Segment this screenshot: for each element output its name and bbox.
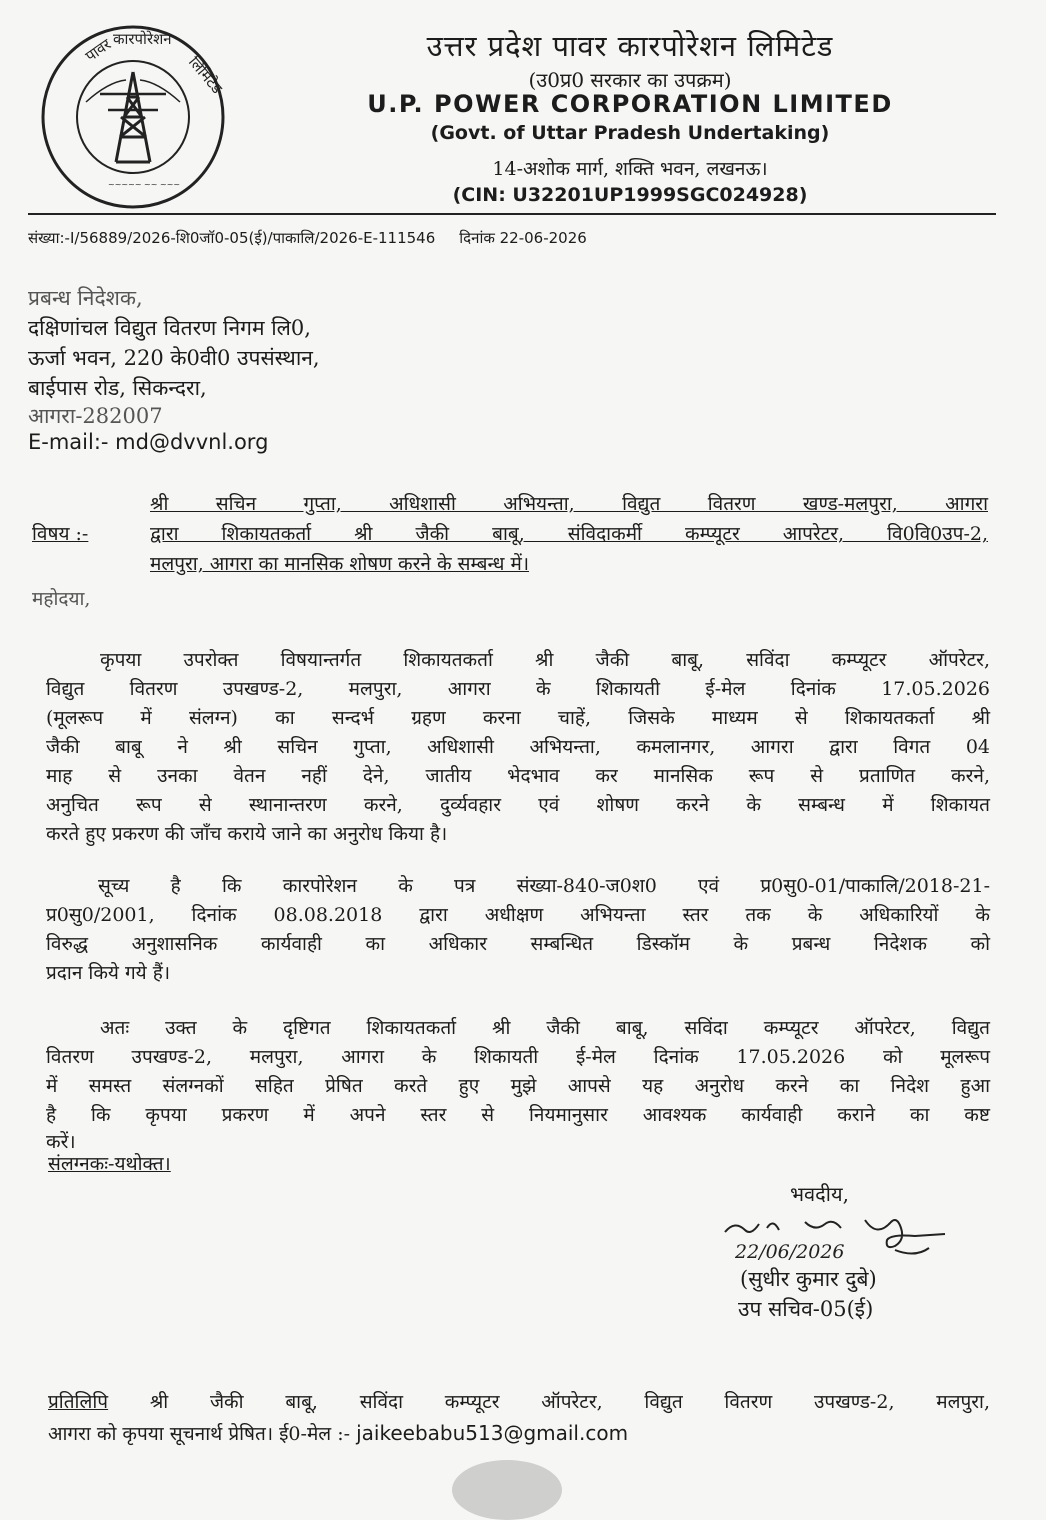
signatory-designation: उप सचिव-05(ई) bbox=[738, 1297, 874, 1321]
paragraph-1-line: अनुचित रूप से स्थानान्तरण करने, दुर्व्यवहार एवं शोषण करने के सम्बन्ध में शिकायत bbox=[46, 794, 990, 816]
header-divider bbox=[28, 213, 996, 215]
signatory-name: (सुधीर कुमार दुबे) bbox=[740, 1267, 877, 1291]
svg-text:लिमिटेड: लिमिटेड bbox=[184, 53, 227, 98]
paragraph-2-line: विरुद्ध अनुशासनिक कार्यवाही का अधिकार सम्बन्धित डिस्कॉम के प्रबन्ध निदेशक को bbox=[46, 933, 990, 955]
copy-to-text: आगरा को कृपया सूचनार्थ प्रेषित। ई0-मेल :- bbox=[48, 1423, 351, 1445]
paragraph-3-line: है कि कृपया प्रकरण में अपने स्तर से नियमानुसार आवश्यक कार्यवाही कराने का कष्ट bbox=[46, 1104, 990, 1126]
paragraph-3-line: करें। bbox=[46, 1131, 76, 1153]
addressee-line: आगरा-282007 bbox=[28, 404, 163, 428]
paragraph-2-line: प्र0सु0/2001, दिनांक 08.08.2018 द्वारा अधीक्षण अभियन्ता स्तर तक के अधिकारियों के bbox=[46, 904, 990, 926]
paragraph-1-line: विद्युत वितरण उपखण्ड-2, मलपुरा, आगरा के शिकायती ई-मेल दिनांक 17.05.2026 bbox=[46, 678, 990, 700]
paragraph-2-line: प्रदान किये गये हैं। bbox=[46, 962, 171, 984]
enclosure-note: संलग्नकः-यथोक्त। bbox=[48, 1153, 171, 1175]
reference-line bbox=[28, 228, 587, 248]
salutation: महोदया, bbox=[32, 588, 91, 610]
paragraph-1-line: करते हुए प्रकरण की जाँच कराये जाने का अनुरोध किया है। bbox=[46, 823, 448, 845]
addressee-line: प्रबन्ध निदेशक, bbox=[28, 286, 143, 310]
reference-number: संख्या:-I/56889/2026-शि0जॉ0-05(ई)/पाकालि/2026-E-111546 bbox=[28, 229, 436, 247]
closing-text: भवदीय, bbox=[790, 1182, 849, 1206]
addressee-email: E-mail:- md@dvvnl.org bbox=[28, 430, 269, 454]
copy-to-label: प्रतिलिपि bbox=[48, 1391, 109, 1413]
paragraph-3-line: में समस्त संलग्नकों सहित प्रेषित करते हुए मुझे आपसे यह अनुरोध करने का निदेश हुआ bbox=[46, 1075, 990, 1097]
paragraph-1-line: कृपया उपरोक्त विषयान्तर्गत शिकायतकर्ता श्री जैकी बाबू, सविंदा कम्प्यूटर ऑपरेटर, bbox=[100, 649, 990, 671]
addressee-line: ऊर्जा भवन, 220 के0वी0 उपसंस्थान, bbox=[28, 346, 320, 370]
copy-to-line-2 bbox=[48, 1420, 628, 1446]
svg-text:~~~~~ ~~ ~~~: ~~~~~ ~~ ~~~ bbox=[108, 180, 181, 189]
paragraph-1-line: माह से उनका वेतन नहीं देने, जातीय भेदभाव कर मानसिक रूप से प्रताणित करने, bbox=[46, 765, 990, 787]
copy-to-recipient: श्री जैकी बाबू, सविंदा कम्प्यूटर ऑपरेटर, विद्युत वितरण उपखण्ड-2, मलपुरा, bbox=[149, 1391, 990, 1413]
paragraph-3-line: अतः उक्त के दृष्टिगत शिकायतकर्ता श्री जैकी बाबू, सविंदा कम्प्यूटर ऑपरेटर, विद्युत bbox=[100, 1017, 990, 1039]
cin-number: (CIN: U32201UP1999SGC024928) bbox=[452, 184, 808, 206]
org-name-english: U.P. POWER CORPORATION LIMITED bbox=[367, 90, 893, 118]
corporation-logo bbox=[28, 22, 238, 212]
subject-line: श्री सचिन गुप्ता, अधिशासी अभियन्ता, विद्युत वितरण खण्ड-मलपुरा, आगरा bbox=[150, 493, 988, 515]
subject-line: द्वारा शिकायतकर्ता श्री जैकी बाबू, संविदाकर्मी कम्प्यूटर आपरेटर, वि0वि0उप-2, bbox=[150, 523, 988, 545]
undertaking-hindi: (उ0प्र0 सरकार का उपक्रम) bbox=[528, 68, 732, 92]
org-address: 14-अशोक मार्ग, शक्ति भवन, लखनऊ। bbox=[492, 158, 768, 180]
copy-to-email: jaikeebabu513@gmail.com bbox=[356, 1421, 629, 1445]
paragraph-2-line: सूच्य है कि कारपोरेशन के पत्र संख्या-840-ज0श0 एवं प्र0सु0-01/पाकालि/2018-21- bbox=[98, 875, 990, 897]
subject-label: विषय :- bbox=[32, 523, 89, 545]
svg-text:कारपोरेशन: कारपोरेशन bbox=[113, 30, 172, 48]
subject-line: मलपुरा, आगरा का मानसिक शोषण करने के सम्बन्ध में। bbox=[150, 553, 530, 575]
addressee-line: बाईपास रोड, सिकन्दरा, bbox=[28, 376, 207, 400]
undertaking-english: (Govt. of Uttar Pradesh Undertaking) bbox=[430, 122, 830, 144]
paragraph-3-line: वितरण उपखण्ड-2, मलपुरा, आगरा के शिकायती ई-मेल दिनांक 17.05.2026 को मूलरूप bbox=[46, 1046, 990, 1068]
handwritten-signature bbox=[715, 1210, 955, 1270]
org-name-hindi: उत्तर प्रदेश पावर कारपोरेशन लिमिटेड bbox=[426, 29, 834, 63]
paragraph-1-line: जैकी बाबू ने श्री सचिन गुप्ता, अधिशासी अभियन्ता, कमलानगर, आगरा द्वारा विगत 04 bbox=[46, 736, 990, 758]
svg-text:पावर: पावर bbox=[81, 35, 115, 66]
addressee-line: दक्षिणांचल विद्युत वितरण निगम लि0, bbox=[28, 316, 311, 340]
scan-shadow bbox=[452, 1460, 562, 1520]
signature-date: 22/06/2026 bbox=[735, 1241, 845, 1263]
copy-to-line bbox=[48, 1388, 990, 1414]
paragraph-1-line: (मूलरूप में संलग्न) का सन्दर्भ ग्रहण करना चाहें, जिसके माध्यम से शिकायतकर्ता श्री bbox=[46, 707, 990, 729]
reference-date: दिनांक 22-06-2026 bbox=[459, 229, 587, 247]
